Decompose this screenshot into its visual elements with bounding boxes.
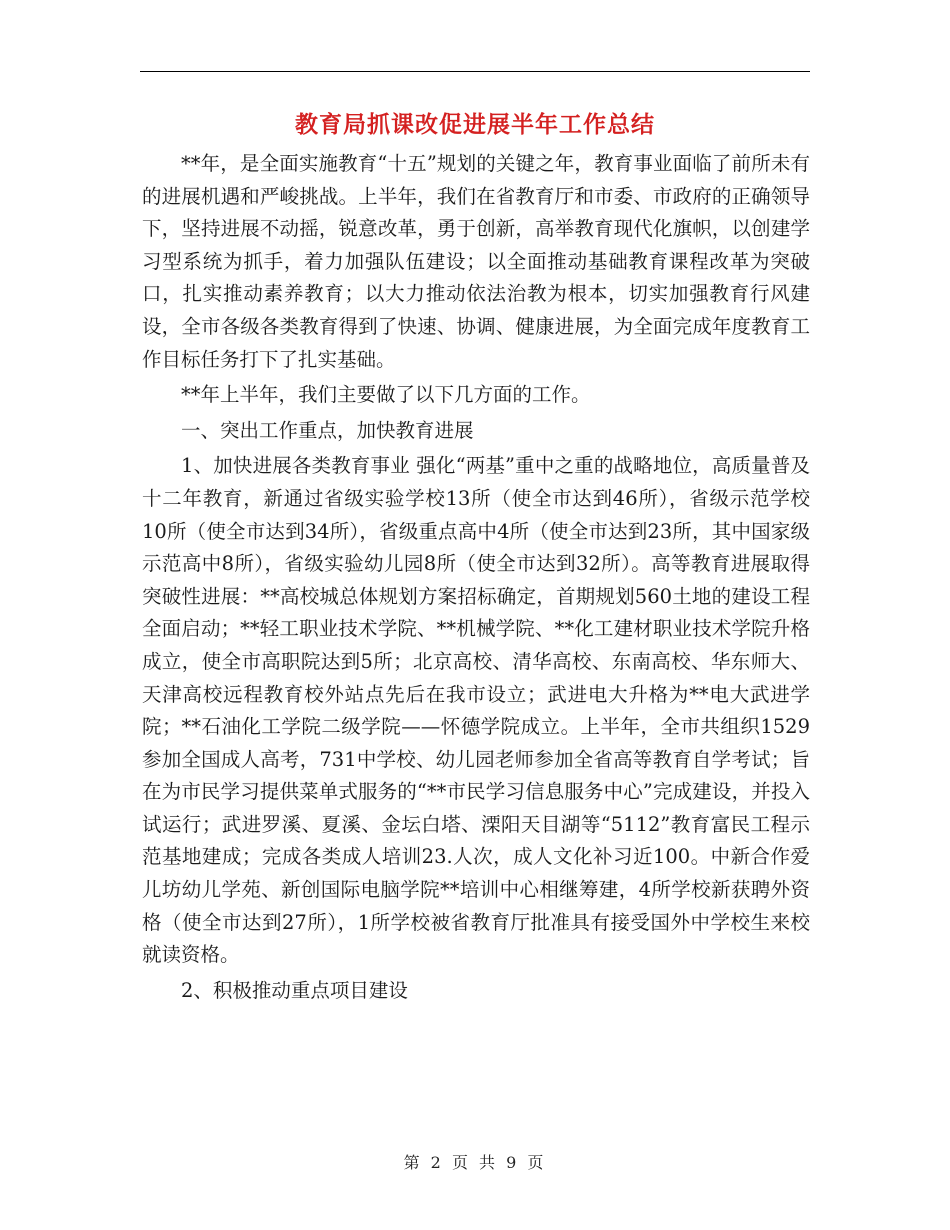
document-title: 教育局抓课改促进展半年工作总结 <box>295 111 655 138</box>
paragraph-item-1: 1、加快进展各类教育事业 强化“两基”重中之重的战略地位，高质量普及十二年教育，新通过省级实验学校13所（使全市达到46所），省级示范学校10所（使全市达到34所），省级重点高中4所（使全市达到23所，其中国家级示范高中8所），省级实验幼儿园8所（使全市达到32所）。高等教育进展取得突破性进展：**高校城总体规划方案招标确定，首期规划560土地的建设工程全面启动；**轻工职业技术学院、**机械学院、**化工建材职业技术学院升格成立，使全市高职院达到5所；北京高校、清华高校、东南高校、华东师大、天津高校远程教育校外站点先后在我市设立；武进电大升格为**电大武进学院；**石油化工学院二级学院——怀德学院成立。上半年，全市共组织1529参加全国成人高考，731中学校、幼儿园老师参加全省高等教育自学考试；旨在为市民学习提供菜单式服务的“**市民学习信息服务中心”完成建设，并投入试运行；武进罗溪、夏溪、金坛白塔、溧阳天目湖等“5112”教育富民工程示范基地建成；完成各类成人培训23.人次，成人文化补习近100。中新合作爱儿坊幼儿学苑、新创国际电脑学院**培训中心相继筹建，4所学校新获聘外资格（使全市达到27所），1所学校被省教育厅批准具有接受国外中学校生来校就读资格。 <box>142 454 810 967</box>
paragraph-intro: **年，是全面实施教育“十五”规划的关键之年，教育事业面临了前所未有的进展机遇和严峻挑战。上半年，我们在省教育厅和市委、市政府的正确领导下，坚持进展不动摇，锐意改革，勇于创新，高举教育现代化旗帜，以创建学习型系统为抓手，着力加强队伍建设；以全面推动基础教育课程改革为突破口，扎实推动素养教育；以大力推动依法治教为根本，切实加强教育行风建设，全市各级各类教育得到了快速、协调、健康进展，为全面完成年度教育工作目标任务打下了扎实基础。 <box>142 152 810 371</box>
paragraph-summary-lead: **年上半年，我们主要做了以下几方面的工作。 <box>181 383 591 407</box>
header-rule <box>140 71 810 72</box>
section-heading-1: 一、突出工作重点，加快教育进展 <box>181 418 474 442</box>
page-number: 第 2 页 共 9 页 <box>403 1153 547 1172</box>
paragraph-item-2-heading: 2、积极推动重点项目建设 <box>181 978 408 1002</box>
document-body <box>142 148 810 1010</box>
